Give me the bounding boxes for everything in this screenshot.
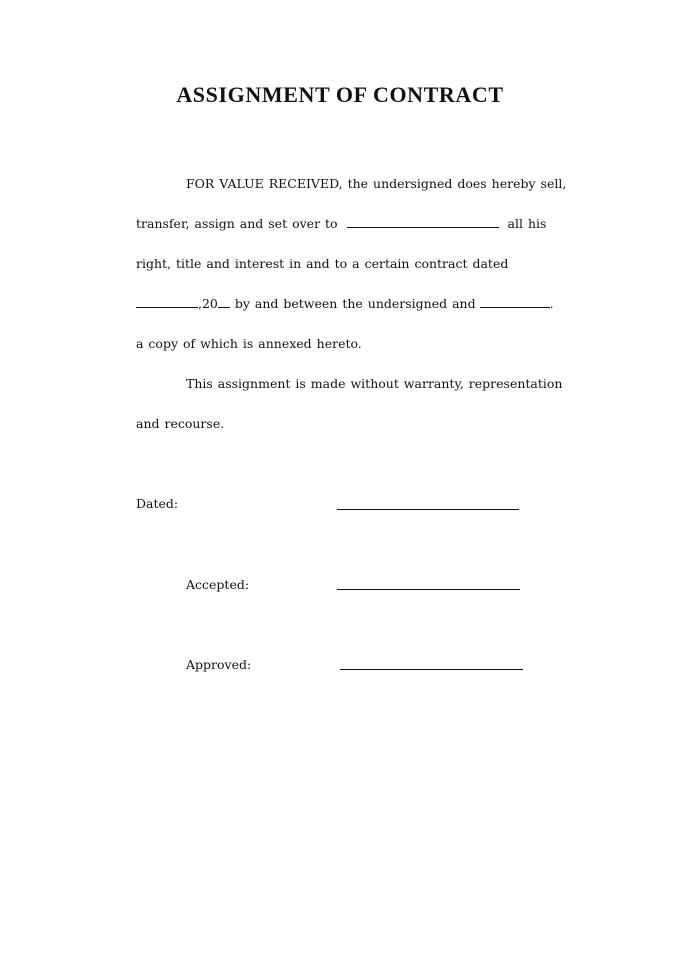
accepted-label: Accepted:: [186, 577, 250, 592]
accepted-signature-line[interactable]: [337, 589, 520, 590]
body-text: transfer, assign and set over to: [136, 216, 338, 231]
other-party-blank[interactable]: [480, 296, 550, 308]
dated-label: Dated:: [136, 496, 179, 511]
body-text: a copy of which is annexed hereto.: [136, 336, 362, 351]
body-text: and recourse.: [136, 416, 225, 431]
dated-signature-line[interactable]: [337, 509, 519, 510]
contract-date-blank[interactable]: [136, 296, 198, 308]
body-text: .: [549, 296, 554, 311]
body-line-6: [186, 376, 562, 392]
body-line-2: [136, 216, 546, 232]
body-line-7: [136, 416, 224, 432]
body-line-3: [136, 256, 508, 272]
body-text: right, title and interest in and to a certain contract dated: [136, 256, 509, 271]
body-text: all his: [507, 216, 547, 231]
year-blank[interactable]: [218, 296, 230, 308]
body-text: by and between the undersigned and: [234, 296, 476, 311]
year-prefix: ,20: [198, 296, 218, 311]
body-line-1: [186, 176, 566, 192]
document-title: ASSIGNMENT OF CONTRACT: [176, 82, 504, 107]
body-line-5: [136, 336, 362, 352]
body-line-4: [136, 296, 554, 312]
assignee-blank[interactable]: [347, 216, 499, 228]
approved-signature-line[interactable]: [340, 669, 523, 670]
body-text: This assignment is made without warranty, representation: [186, 376, 563, 391]
approved-label: Approved:: [186, 657, 252, 672]
body-text: FOR VALUE RECEIVED, the undersigned does hereby sell,: [186, 176, 567, 191]
